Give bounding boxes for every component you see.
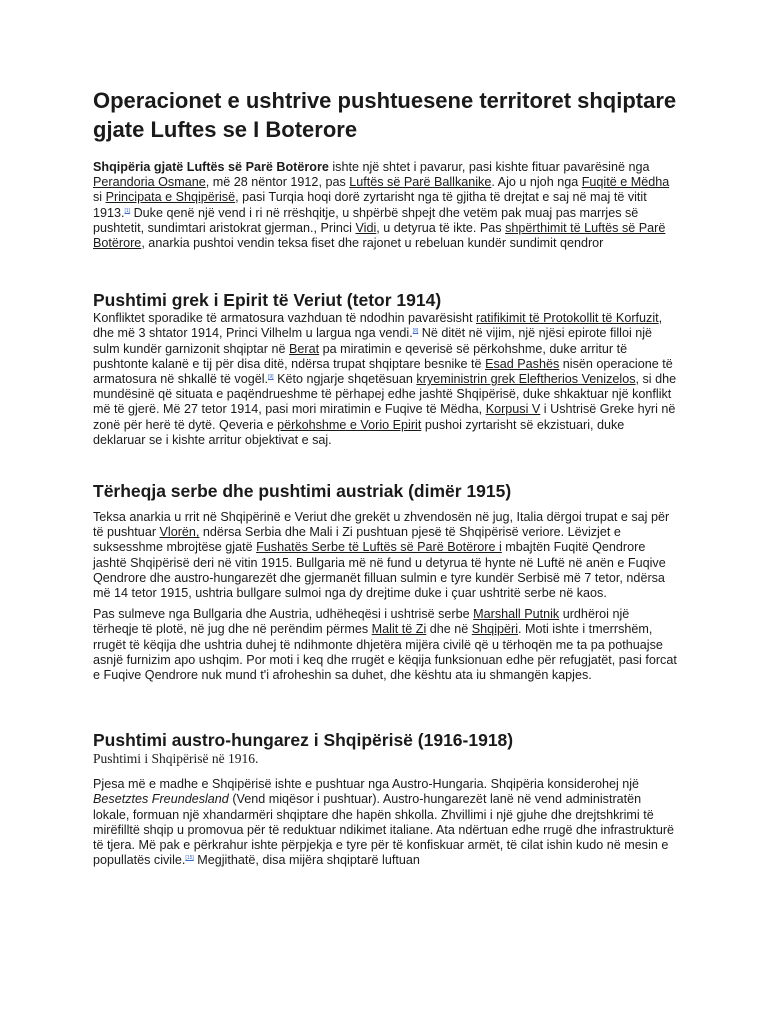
body-text: , si dhe mundësinë që situata e paqëndrueshme të përhapej edhe jashtë Shqipërisë, duke shkaktuar një konflikt më të gjerë. Më 27 tetor 1914, pasi mori miratimin e Fuqive të Mëdha, [93,372,677,417]
section-heading-serbian-retreat: Tërheqja serbe dhe pushtimi austriak (dimër 1915) [93,481,512,502]
article-link[interactable]: Vlorën, [159,525,200,540]
body-text: Megjithatë, disa mijëra shqiptarë luftuan [193,853,420,868]
body-text: i Ushtrisë Greke hyri në zonë për herë të dytë. Qeveria e [93,402,676,432]
body-text: , dhe më 3 shtator 1914, Princi Vilhelm u largua nga vendi. [93,311,663,341]
body-text: , pasi Turqia hoqi dorë zyrtarisht nga të gjitha të drejtat e saj në maj të vitit 1913. [93,190,647,220]
body-text: si [93,190,106,205]
italic-text: Besetztes Freundesland [93,792,229,807]
body-text: , më 28 nëntor 1912, pas [205,175,350,190]
article-link[interactable]: Perandoria Osmane [93,175,206,190]
article-link[interactable]: shpërthimit të Luftës së Parë Botërore [93,220,666,251]
body-text: pushoi zyrtarisht së ekzistuari, duke deklaruar se i kishte arritur objektivat e saj. [93,417,625,447]
body-text: nisën operacione të armatosura në shkallë të vogël. [93,356,673,387]
article-link[interactable]: Berat [289,341,320,356]
body-text: , anarkia pushtoi vendin teksa fiset dhe rajonet u rebeluan kundër sundimit qendror [141,236,604,251]
body-text: (Vend miqësor i pushtuar). Austro-hungarezët lanë në vend administratën lokale, formuan një xhandarmëri shqiptare dhe hapën shkolla. Zhvillimi i një gjuhe dhe drejtshkrimi të mirëfilltë shqip u promovua për të reduktuar ndikimet italiane. Ata ndërtuan edhe rrugë dhe infrastrukturë të tjera. Më pak e përkrahur ishte përpjekja e tyre për të konfiskuar armët, të cilat ishin kudo në mesin e popullatës civile. [93,792,675,868]
article-link[interactable]: Malit të Zi [371,622,427,637]
article-link[interactable]: Principata e Shqipërisë [105,190,236,205]
body-text: . Moti ishte i tmerrshëm, rrugët të këqija dhe ushtria duhej të ndihmonte dhjetëra mijëra civilë që u tërhoqën me ta pa pothuajse asnjë furnizim apo ushqim. Por moti i keq dhe rrugët e këqija funksionuan edhe për refugjatët, pasi forcat e Fuqive Qendrore nuk mund t'i afroheshin sa duhet, dhe kështu ata iu shmangën kapjes. [93,622,677,683]
body-text: ishte një shtet i pavarur, pasi kishte fituar pavarësinë nga [328,160,650,174]
body-text: mbajtën Fuqitë Qendrore jashtë Shqipërisë deri në vitin 1915. Bullgaria më në fund u detyrua të hynte në Luftë në anën e Fuqive Qendrore dhe austro-hungarezët dhe gjermanët filluan sulmin e tyre kundër Serbisë më 7 tetor, ndërsa më 14 tetor 1915, ushtria bullgare sulmoi nga dy drejtime duke i çuar ushtritë serbe në kaos. [93,540,666,601]
body-text: Teksa anarkia u rrit në Shqipërinë e Veriut dhe grekët u zhvendosën në jug, Italia dërgoi trupat e saj për të pushtuar [93,510,670,540]
article-link[interactable]: Luftës së Parë Ballkanike [349,175,492,190]
body-text: . Ajo u njoh nga [491,175,582,190]
reference-link[interactable]: [1] [124,207,131,214]
section2-paragraph-1 [93,510,678,601]
body-text: Konfliktet sporadike të armatosura vazhduan të ndodhin pavarësisht [93,311,476,326]
bold-text: Shqipëria gjatë Luftës së Parë Botërore [93,160,329,174]
article [93,86,678,875]
article-link[interactable]: Esad Pashës [485,356,560,371]
body-text: Duke qenë një vend i ri në rrëshqitje, u shpërbë shpejt dhe vetëm pak muaj pas marrjes së pushtetit, sundimtari aristokrat gjerman., Princi [93,205,639,235]
body-text: urdhëroi një tërheqje të plotë, në jug dhe në perëndim përmes [93,607,630,637]
article-link[interactable]: Fushatës Serbe të Luftës së Parë Botërore i [256,540,502,555]
body-text: pa miratimin e qeverisë së përkohshme, duke arritur të pushtonte kalanë e tij për disa ditë, ndërsa trupat shqiptare besnike të [93,341,628,371]
page-title: Operacionet e ushtrive pushtuesene territoret shqiptare gjate Luftes se I Boterore [93,88,677,142]
body-text: Në ditët në vijim, një njësi epirote filloi një sulm kundër garnizonit shqiptar në [93,326,653,356]
reference-link[interactable]: [15] [185,855,194,862]
body-text: ndërsa Serbia dhe Mali i Zi pushtuan pjesë të Shqipërisë veriore. Lëvizjet e suksesshme mbrojtëse gjatë [93,525,621,555]
article-link[interactable]: Fuqitë e Mëdha [581,175,670,190]
body-text: , u detyrua të ikte. Pas [376,220,506,235]
article-link[interactable]: Marshall Putnik [473,607,560,622]
section2-paragraph-2 [93,607,678,683]
section3-paragraph [93,777,678,868]
section-heading-greek-occupation: Pushtimi grek i Epirit të Veriut (tetor 1914) [93,290,442,311]
article-link[interactable]: ratifikimit të Protokollit të Korfuzit [475,311,659,326]
intro-paragraph [93,160,678,251]
body-text: Pjesa më e madhe e Shqipërisë ishte e pushtuar nga Austro-Hungaria. Shqipëria konsiderohej një [93,777,640,792]
body-text: Këto ngjarje shqetësuan [273,372,417,387]
reference-link[interactable]: [8] [412,328,419,335]
body-text: dhe në [426,622,472,637]
article-link[interactable]: Korpusi V [485,402,541,417]
article-link[interactable]: Vidi [355,220,377,235]
reference-link[interactable]: [9] [268,374,274,381]
article-link[interactable]: kryeministrin grek Eleftherios Venizelos [416,372,636,387]
section-heading-austro-hungarian-occupation: Pushtimi austro-hungarez i Shqipërisë (1916-1918) [93,730,514,751]
section1-paragraph [93,311,678,448]
section3-caption: Pushtimi i Shqipërisë në 1916. [93,751,259,767]
article-link[interactable]: Shqipëri [471,622,518,637]
body-text: Pas sulmeve nga Bullgaria dhe Austria, udhëheqësi i ushtrisë serbe [93,607,474,622]
article-link[interactable]: përkohshme e Vorio Epirit [277,417,422,432]
